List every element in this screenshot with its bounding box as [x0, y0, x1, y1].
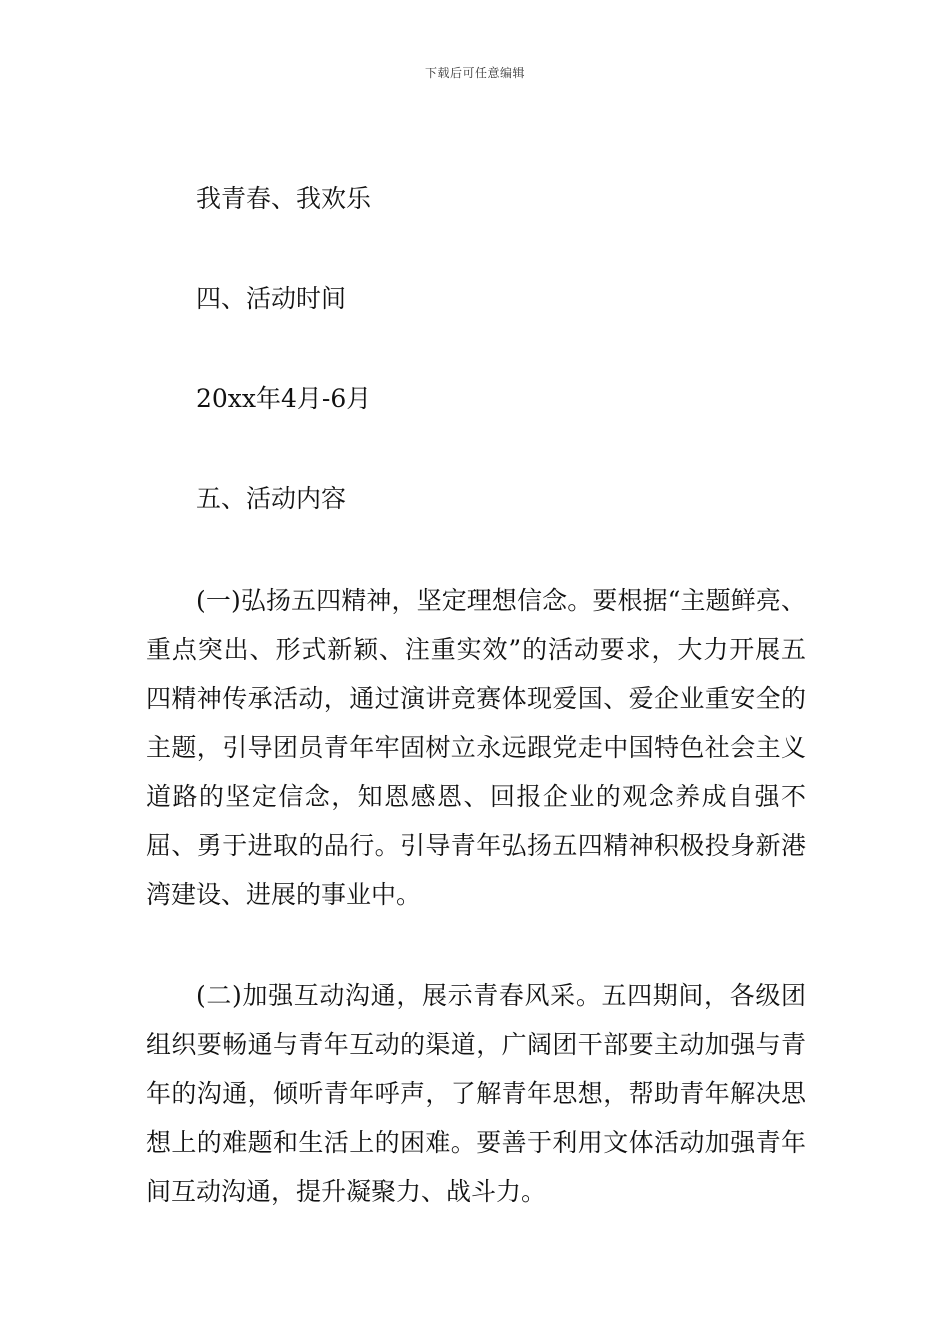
content-paragraph-2: (二)加强互动沟通，展示青春风采。五四期间，各级团组织要畅通与青年互动的渠道，广阔团干部要主动加强与青年的沟通，倾听青年呼声，了解青年思想，帮助青年解决思想上的难题和生活上的困难。要善于利用文体活动加强青年间互动沟通，提升凝聚力、战斗力。: [146, 981, 806, 1206]
content-paragraph-1: (一)弘扬五四精神，坚定理想信念。要根据“主题鲜亮、重点突出、形式新颖、注重实效”的活动要求，大力开展五四精神传承活动，通过演讲竞赛体现爱国、爱企业重安全的主题，引导团员青年牢固树立永远跟党走中国特色社会主义道路的坚定信念，知恩感恩、回报企业的观念养成自强不屈、勇于进取的品行。引导青年弘扬五四精神积极投身新港湾建设、进展的事业中。: [146, 586, 806, 909]
theme-line: 我青春、我欢乐: [196, 184, 372, 213]
section-5-heading: 五、活动内容: [196, 484, 347, 513]
section-4-heading: 四、活动时间: [196, 284, 347, 313]
section-4-time: 20xx年4月-6月: [196, 384, 372, 413]
page-header-note: 下载后可任意编辑: [424, 66, 525, 80]
